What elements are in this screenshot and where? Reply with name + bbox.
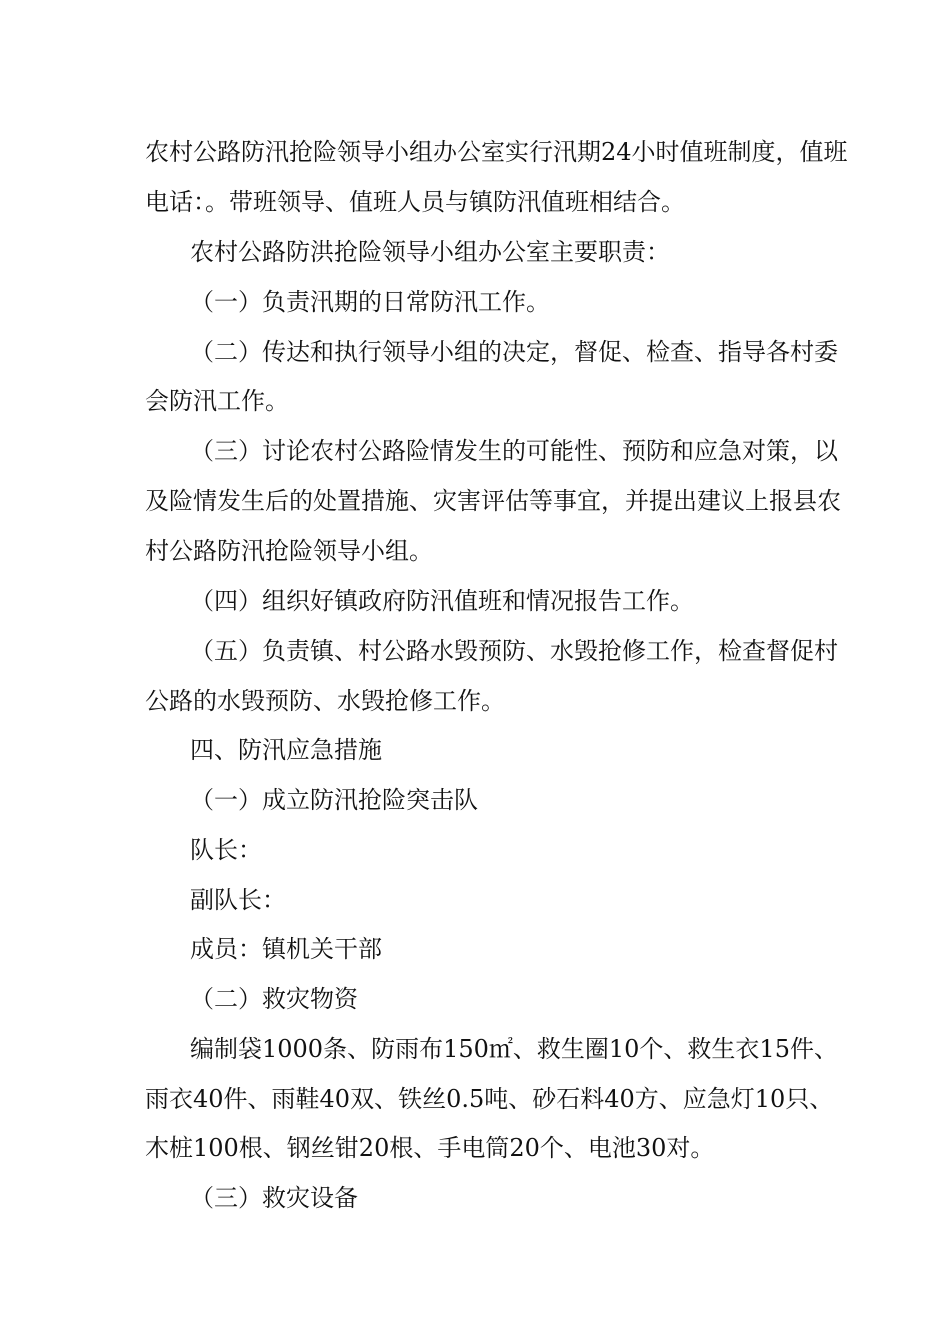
text-line-9: 村公路防汛抢险领导小组。 xyxy=(145,537,433,565)
text-line-11: （五）负责镇、村公路水毁预防、水毁抢修工作，检查督促村 xyxy=(190,637,838,665)
text-line-6: 会防汛工作。 xyxy=(145,387,289,415)
text-line-20: 雨衣40件、雨鞋40双、铁丝0.5吨、砂石料40方、应急灯10只、 xyxy=(145,1085,834,1113)
text-line-12: 公路的水毁预防、水毁抢修工作。 xyxy=(145,687,505,715)
text-line-1: 农村公路防汛抢险领导小组办公室实行汛期24小时值班制度，值班 xyxy=(145,138,848,166)
text-line-14: （一）成立防汛抢险突击队 xyxy=(190,786,478,814)
text-line-7: （三）讨论农村公路险情发生的可能性、预防和应急对策，以 xyxy=(190,437,838,465)
text-line-21: 木桩100根、钢丝钳20根、手电筒20个、电池30对。 xyxy=(145,1134,715,1162)
text-line-8: 及险情发生后的处置措施、灾害评估等事宜，并提出建议上报县农 xyxy=(145,487,841,515)
text-line-15: 队长： xyxy=(190,836,262,864)
text-line-22: （三）救灾设备 xyxy=(190,1184,358,1212)
text-line-3: 农村公路防洪抢险领导小组办公室主要职责： xyxy=(190,238,670,266)
text-line-10: （四）组织好镇政府防汛值班和情况报告工作。 xyxy=(190,587,694,615)
text-line-4: （一）负责汛期的日常防汛工作。 xyxy=(190,288,550,316)
text-line-2: 电话：。带班领导、值班人员与镇防汛值班相结合。 xyxy=(145,188,685,216)
text-line-19: 编制袋1000条、防雨布150㎡、救生圈10个、救生衣15件、 xyxy=(190,1035,838,1063)
text-line-5: （二）传达和执行领导小组的决定，督促、检查、指导各村委 xyxy=(190,338,838,366)
text-line-13: 四、防汛应急措施 xyxy=(190,736,382,764)
text-line-18: （二）救灾物资 xyxy=(190,985,358,1013)
text-line-16: 副队长： xyxy=(190,886,286,914)
text-line-17: 成员：镇机关干部 xyxy=(190,935,382,963)
